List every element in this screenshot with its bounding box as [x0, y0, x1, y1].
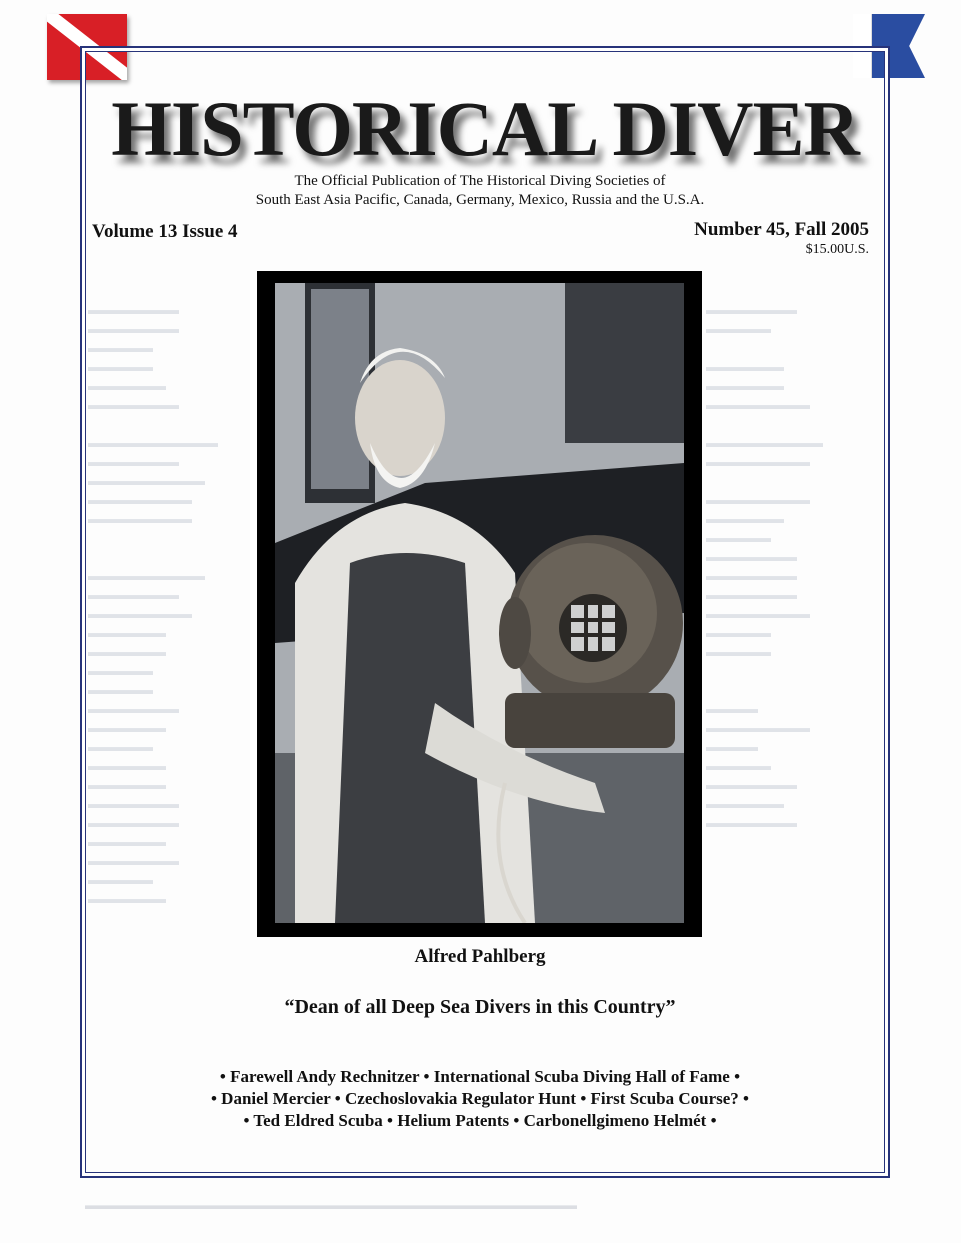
cover-caption: Alfred Pahlberg [414, 946, 546, 967]
cover-tagline: “Dean of all Deep Sea Divers in this Country” [284, 996, 676, 1018]
subtitle-line-1: The Official Publication of The Historical Diving Societies of [294, 173, 666, 189]
diver-portrait-illustration [275, 283, 684, 923]
cover-photo-frame [257, 271, 702, 937]
issue-price: $15.00U.S. [805, 242, 869, 257]
volume-issue: Volume 13 Issue 4 [92, 221, 238, 242]
publication-subtitle [200, 172, 760, 210]
contents-line-2: • Daniel Mercier • Czechoslovakia Regulator Hunt • First Scuba Course? • [210, 1089, 749, 1108]
bleed-through-right: ▬▬▬▬▬▬▬ ▬▬▬▬▬ ▬▬▬▬▬▬ ▬▬▬▬▬▬ ▬▬▬▬▬▬▬▬ ▬▬▬▬▬▬▬▬▬ ▬▬▬▬▬▬▬▬ ▬▬▬▬▬▬▬▬ ▬▬▬▬▬▬ ▬▬▬▬▬ ▬▬▬▬▬▬▬ ▬▬▬▬▬▬▬ ▬▬▬▬▬▬▬ ▬▬▬▬▬▬▬▬ ▬▬▬▬▬ ▬▬▬▬▬ ▬▬▬▬ ▬▬▬▬▬▬▬▬ ▬▬▬▬ ▬▬▬▬▬ ▬▬▬▬▬▬▬ ▬▬▬▬▬▬ ▬▬▬▬▬▬▬ [706, 302, 823, 830]
issue-number: Number 45, Fall 2005 [694, 219, 869, 240]
bleed-through-left: ▬▬▬▬▬▬▬ ▬▬▬▬▬▬▬ ▬▬▬▬▬ ▬▬▬▬▬ ▬▬▬▬▬▬ ▬▬▬▬▬▬▬ ▬▬▬▬▬▬▬▬▬▬ ▬▬▬▬▬▬▬ ▬▬▬▬▬▬▬▬▬ ▬▬▬▬▬▬▬▬ ▬▬▬▬▬▬▬▬ ▬▬▬▬▬▬▬▬▬ ▬▬▬▬▬▬▬ ▬▬▬▬▬▬▬▬ ▬▬▬▬▬▬ ▬▬▬▬▬▬ ▬▬▬▬▬ ▬▬▬▬▬ ▬▬▬▬▬▬▬ ▬▬▬▬▬▬ ▬▬▬▬▬ ▬▬▬▬▬▬ ▬▬▬▬▬▬ ▬▬▬▬▬▬▬ ▬▬▬▬▬▬▬ ▬▬▬▬▬▬ ▬▬▬▬▬▬▬ ▬▬▬▬▬ ▬▬▬▬▬▬ [88, 302, 218, 906]
contents-line-1: • Farewell Andy Rechnitzer • International Scuba Diving Hall of Fame • [219, 1067, 741, 1086]
magazine-title: HISTORICAL DIVER [111, 85, 859, 172]
bleed-through-footer: ▬▬▬▬▬▬▬▬▬▬▬▬▬▬▬▬▬▬▬▬▬▬▬▬▬▬▬▬▬▬▬▬▬▬▬▬▬▬▬▬▬ [85, 1198, 577, 1212]
subtitle-line-2: South East Asia Pacific, Canada, Germany, Mexico, Russia and the U.S.A. [255, 192, 705, 208]
cover-contents [120, 1066, 840, 1132]
contents-line-3: • Ted Eldred Scuba • Helium Patents • Carbonellgimeno Helmét • [243, 1111, 717, 1130]
cover-photo [275, 283, 684, 923]
